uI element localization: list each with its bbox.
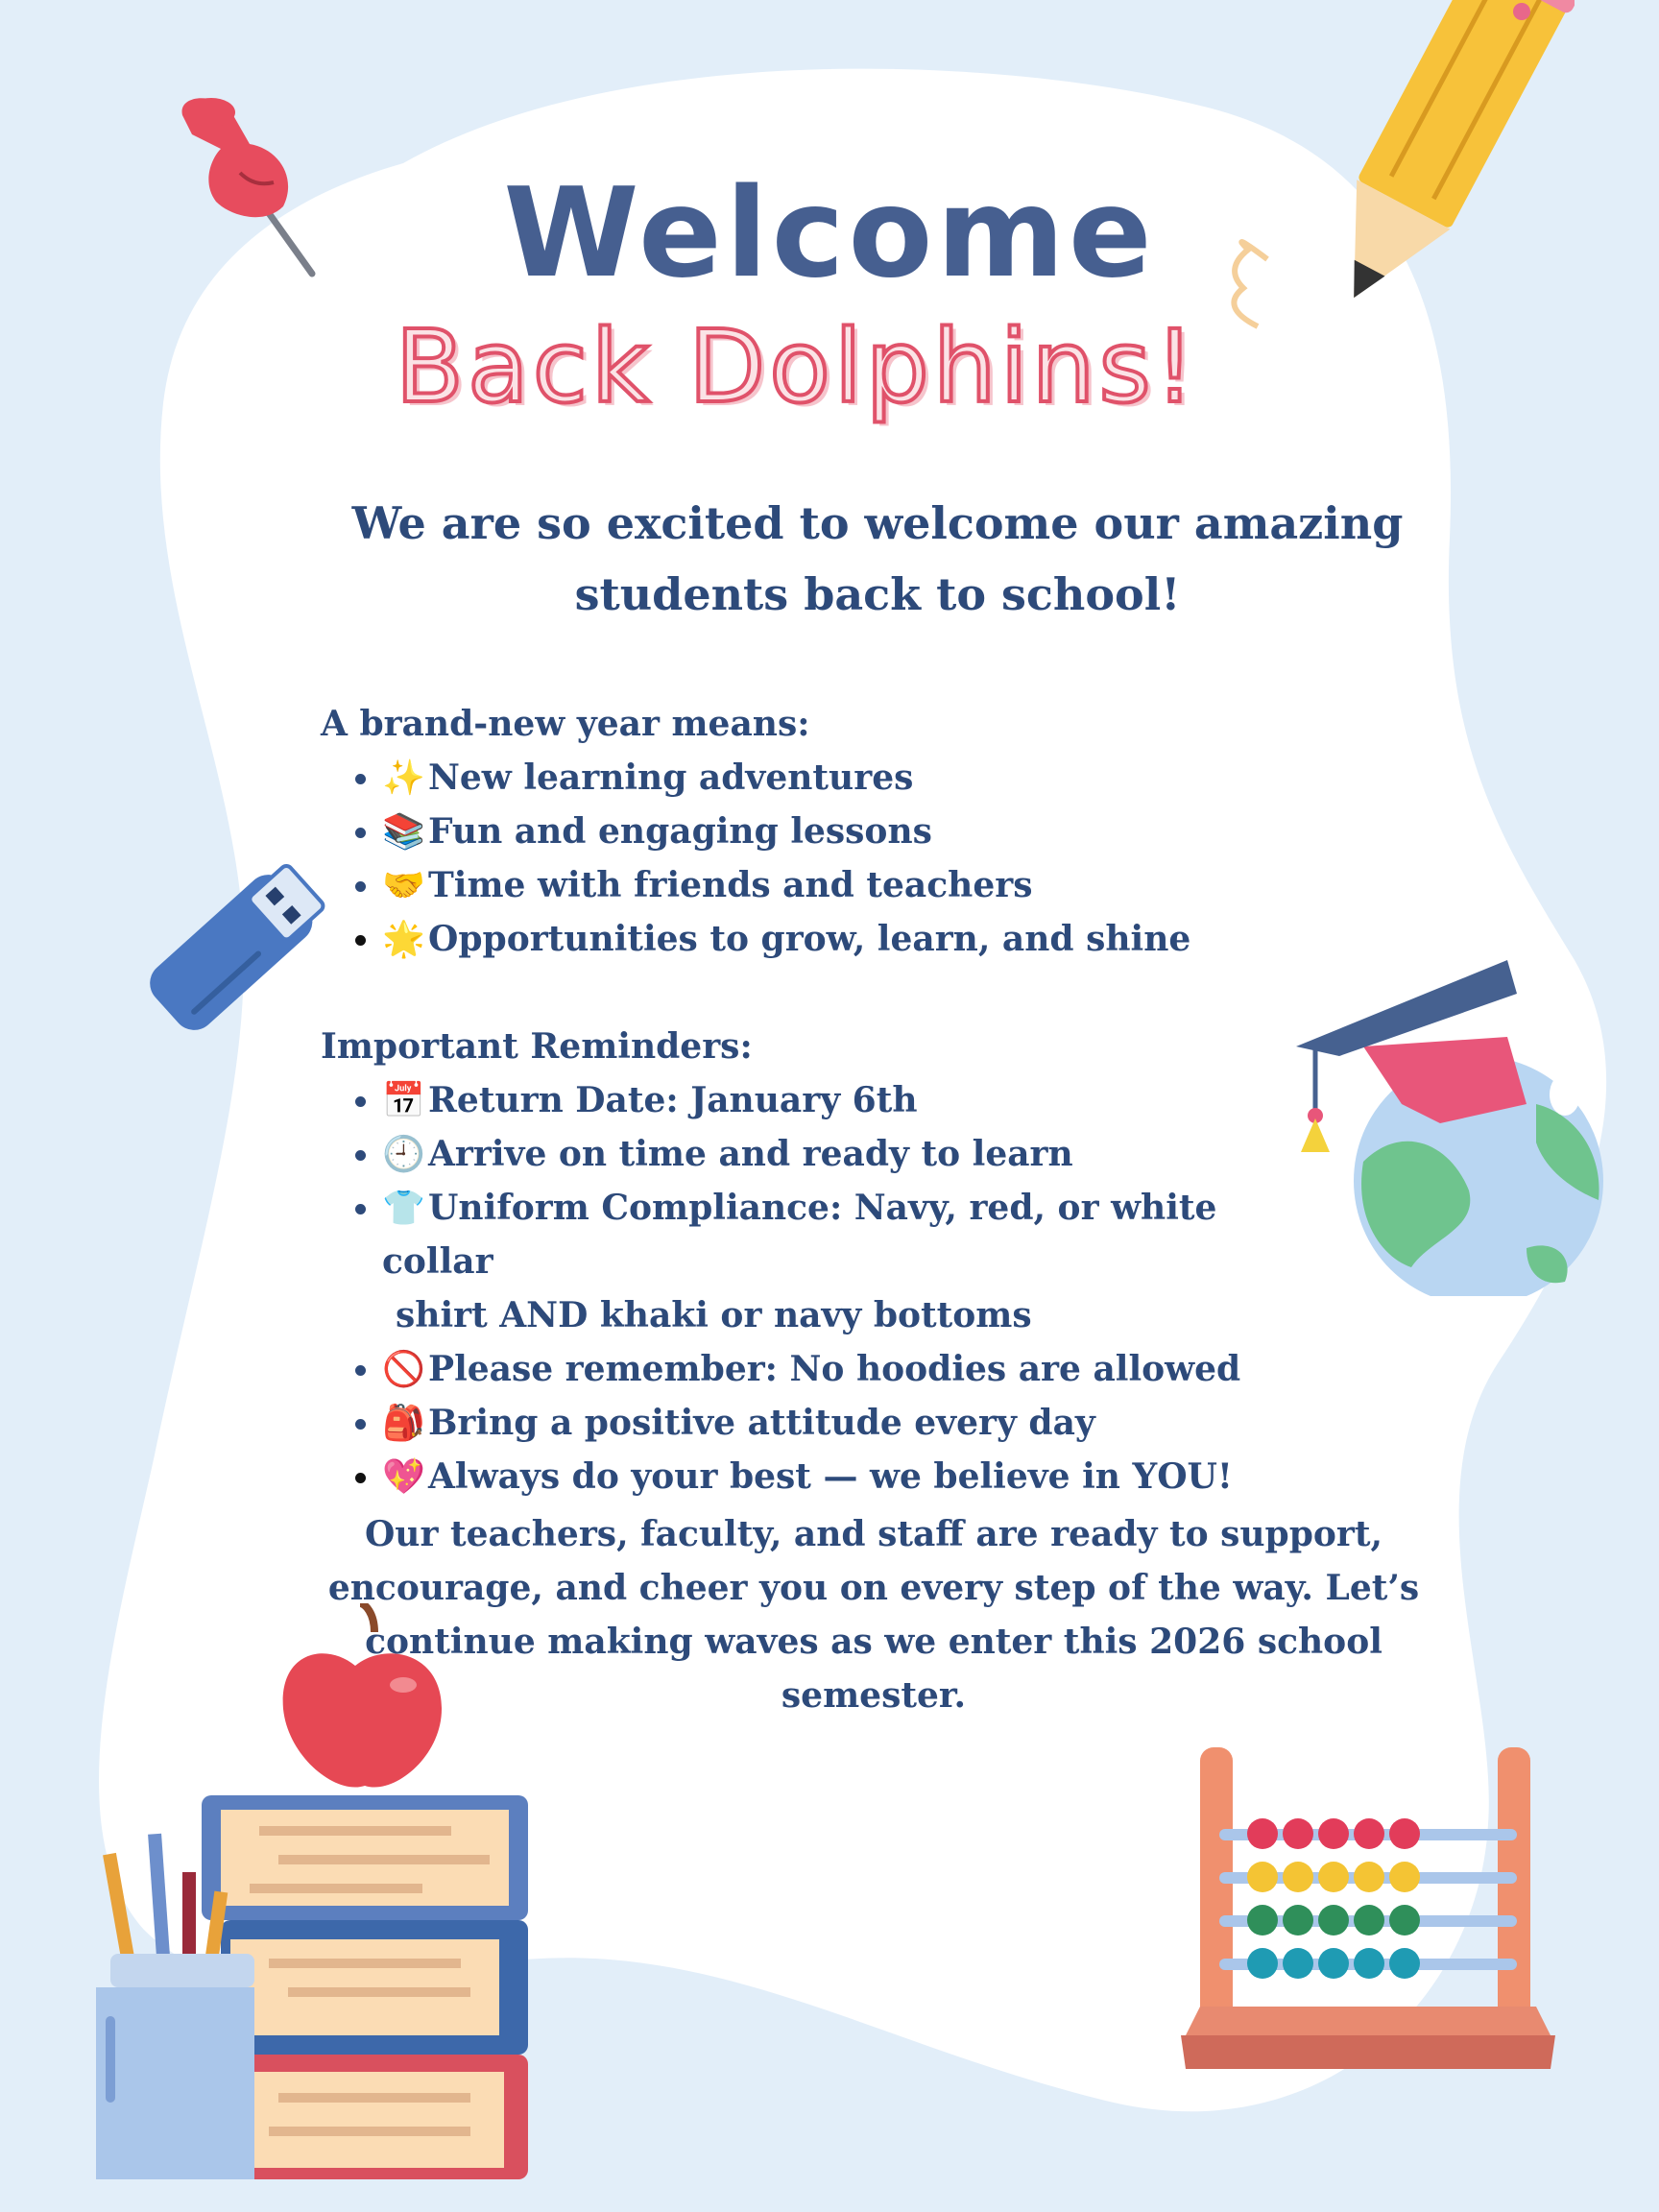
clock-icon: 🕘 <box>382 1134 425 1174</box>
list-item-text: New learning adventures <box>428 757 914 798</box>
list-item-text: Opportunities to grow, learn, and shine <box>428 919 1191 959</box>
reminders-list <box>321 1073 1281 1503</box>
books-icon: 📚 <box>382 811 425 852</box>
new-year-heading: A brand-new year means: <box>321 704 810 744</box>
list-item-text: Arrive on time and ready to learn <box>428 1134 1073 1174</box>
list-item-text: Fun and engaging lessons <box>428 811 932 852</box>
reminders-heading: Important Reminders: <box>321 1026 753 1067</box>
title-back-dolphins: Back Dolphins! <box>395 308 1199 425</box>
list-item <box>321 805 1281 858</box>
closing-message: Our teachers, faculty, and staff are ready to support, encourage, and cheer you on every step of the way. Let’s continue making waves as we enter this 2026 school semester. <box>327 1514 1420 1716</box>
list-item <box>321 751 1281 805</box>
abacus-illustration <box>1171 1738 1565 2083</box>
list-item-text-continued: shirt AND khaki or navy bottoms <box>396 1295 1032 1335</box>
shirt-icon: 👕 <box>382 1188 425 1228</box>
intro-message: We are so excited to welcome our amazing students back to school! <box>351 497 1404 620</box>
handshake-icon: 🤝 <box>382 865 425 905</box>
list-item <box>321 1073 1281 1127</box>
prohibited-icon: 🚫 <box>382 1349 425 1389</box>
new-year-list <box>321 751 1281 966</box>
list-item-text: Please remember: No hoodies are allowed <box>428 1349 1241 1389</box>
list-item <box>321 912 1281 966</box>
list-item-text: Bring a positive attitude every day <box>428 1403 1095 1443</box>
title-welcome: Welcome <box>503 162 1156 305</box>
list-item-text: Time with friends and teachers <box>428 865 1033 905</box>
star-icon: 🌟 <box>382 919 425 959</box>
list-item-text: Always do your best — we believe in YOU! <box>428 1456 1233 1497</box>
list-item <box>321 1181 1281 1342</box>
sparkles-icon: ✨ <box>382 757 425 798</box>
list-item <box>321 1127 1281 1181</box>
sparkling-heart-icon: 💖 <box>382 1456 425 1497</box>
list-item <box>321 1450 1281 1503</box>
list-item <box>321 1342 1281 1396</box>
globe-graduation-cap-illustration <box>1286 950 1613 1296</box>
list-item <box>321 858 1281 912</box>
list-item <box>321 1396 1281 1450</box>
list-item-text: Uniform Compliance: Navy, red, or white collar <box>382 1188 1217 1282</box>
calendar-icon: 📅 <box>382 1080 425 1120</box>
usb-drive-illustration <box>106 845 336 1066</box>
backpack-icon: 🎒 <box>382 1403 425 1443</box>
list-item-text: Return Date: January 6th <box>428 1080 918 1120</box>
